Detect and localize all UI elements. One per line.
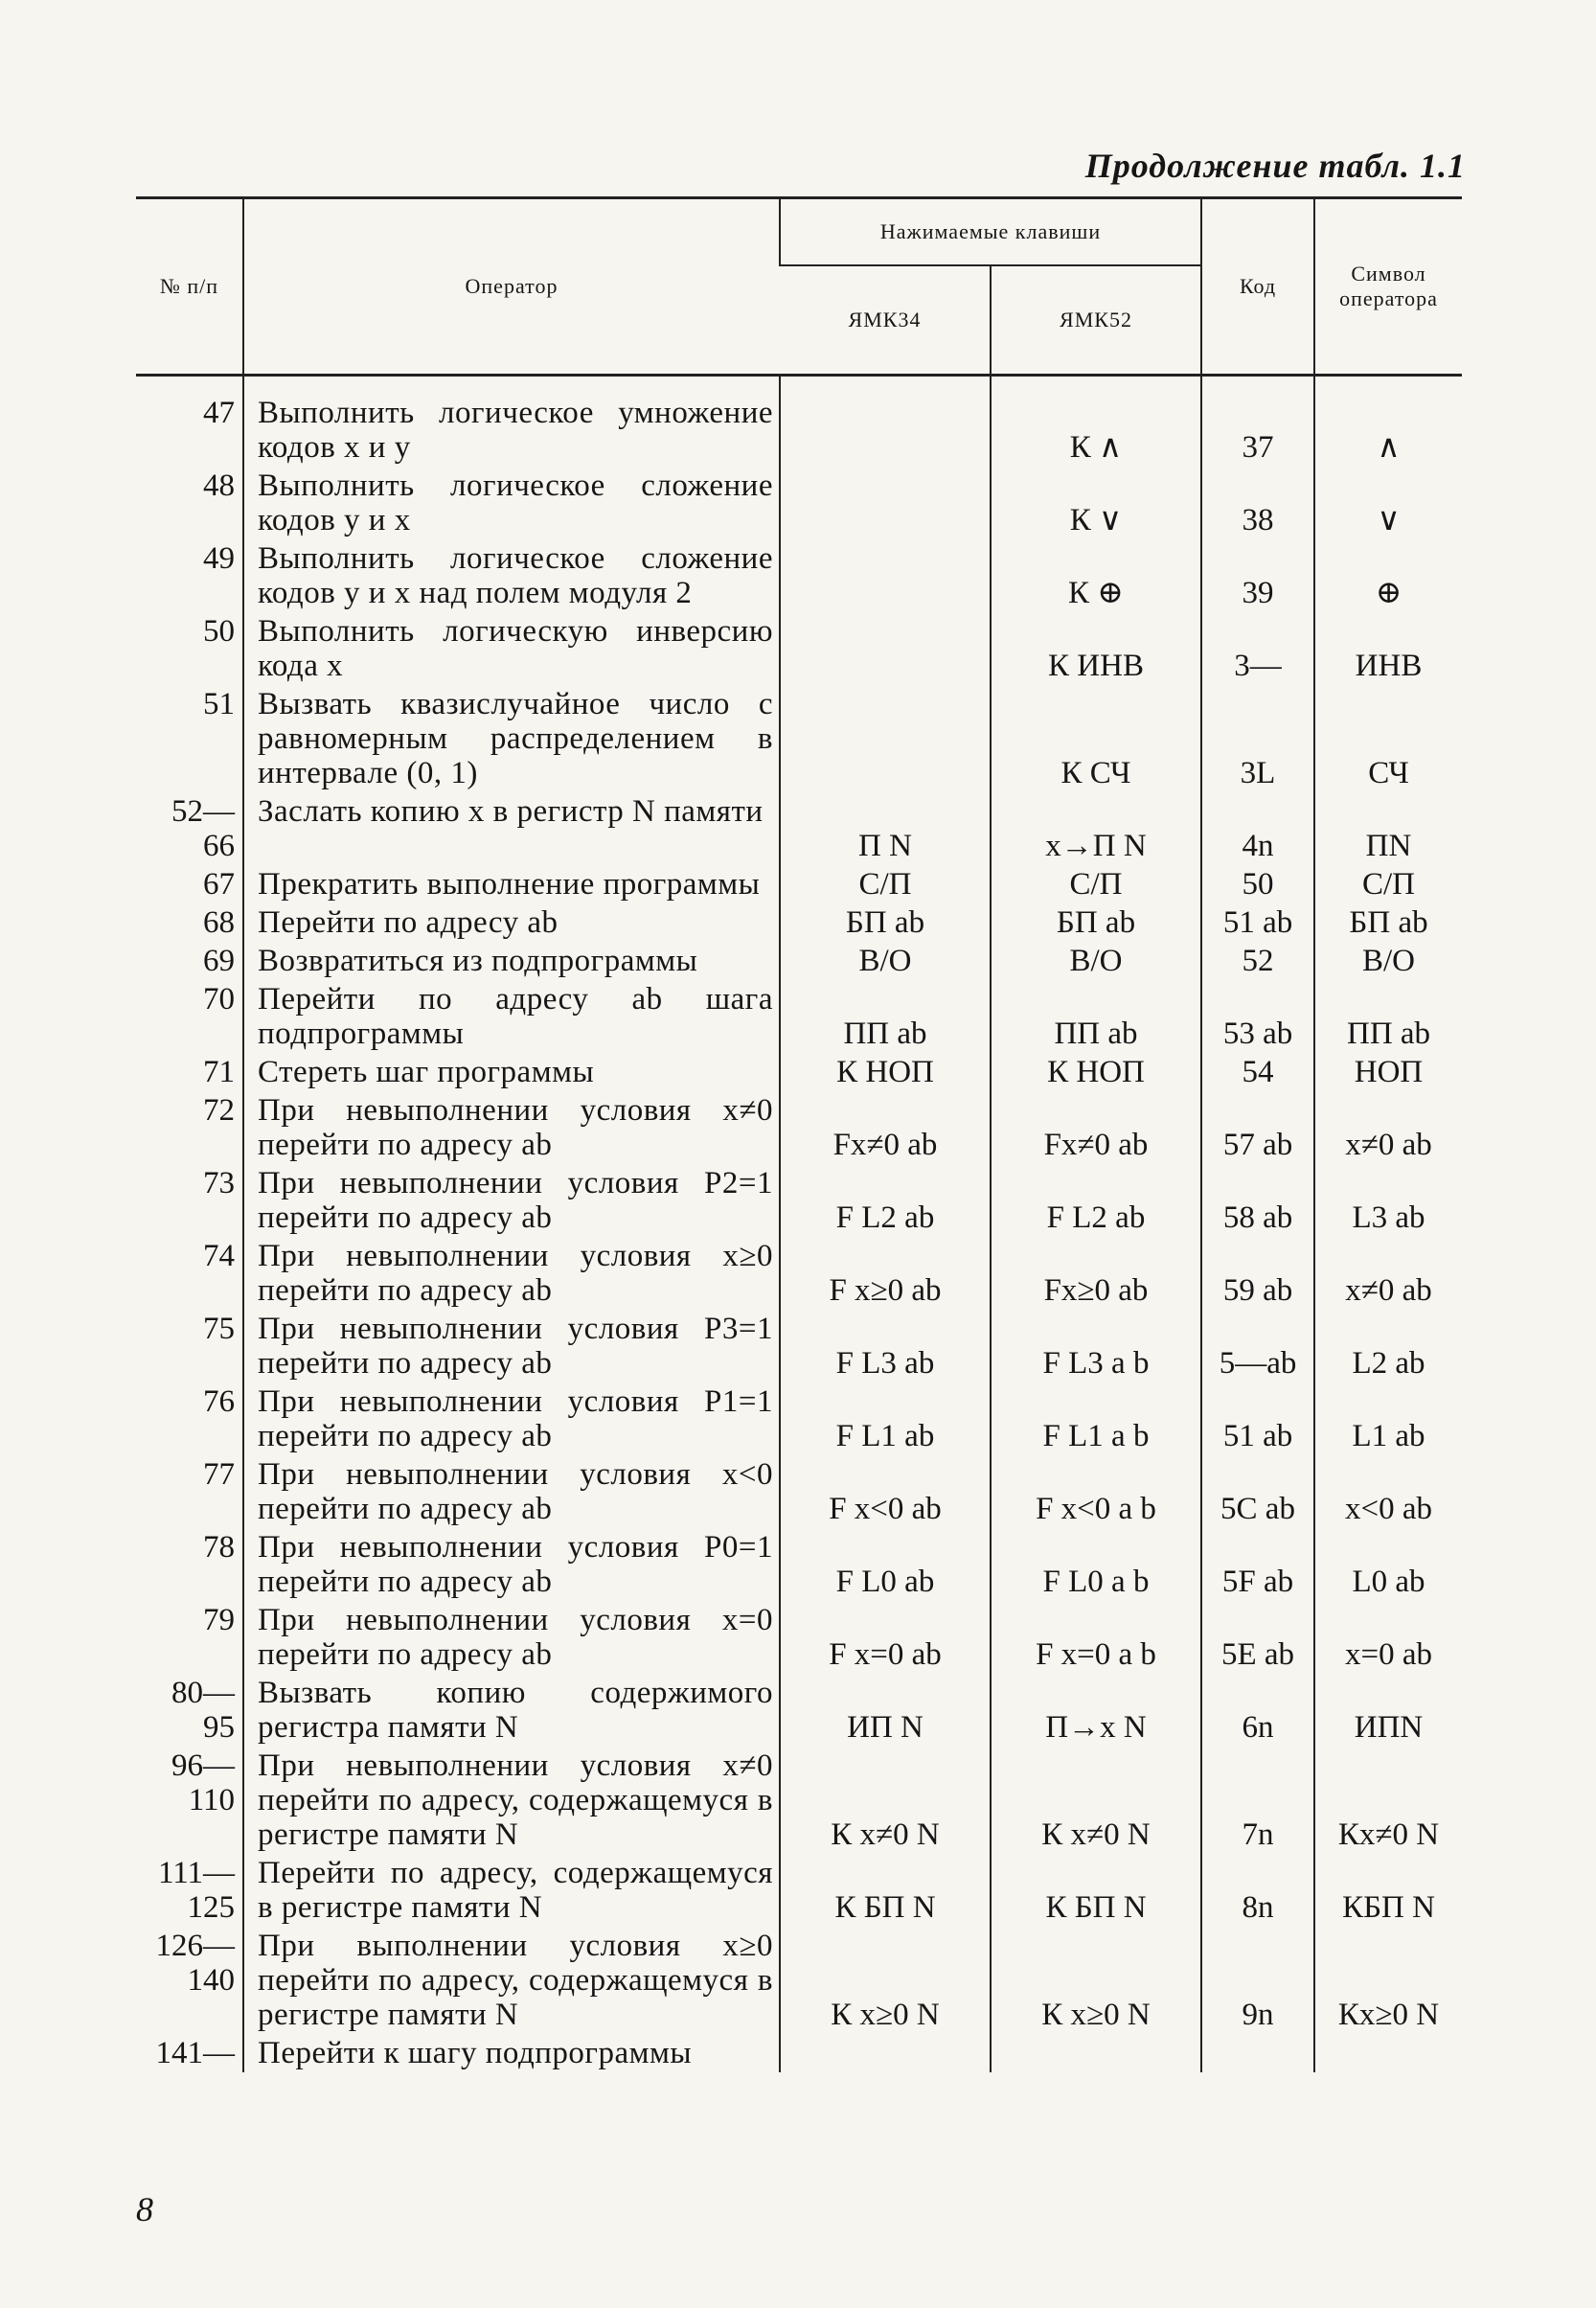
row-num-cell: 75 xyxy=(203,1312,235,1346)
row-keys34-cell: F L1 ab xyxy=(780,1383,991,1455)
row-num-cell: 68 xyxy=(203,905,235,940)
row-keys52-cell: К ИНВ xyxy=(991,612,1201,685)
row-operator-cell: Вызвать квазислучайное число с равномерным распределением в интервале (0, 1) xyxy=(243,685,780,792)
row-keys52-cell: К СЧ xyxy=(991,685,1201,792)
row-code-cell: 53 ab xyxy=(1201,980,1314,1053)
row-num-cell: 111—125 xyxy=(157,1856,235,1925)
row-code-cell: 7n xyxy=(1201,1747,1314,1854)
row-keys34-cell xyxy=(780,467,991,539)
row-symbol-cell xyxy=(1314,2034,1462,2072)
row-keys52-cell: F L3 a b xyxy=(991,1310,1201,1383)
row-keys52-cell: К ⊕ xyxy=(991,539,1201,612)
row-keys52-cell: F L2 ab xyxy=(991,1164,1201,1237)
row-keys34-cell: F L2 ab xyxy=(780,1164,991,1237)
row-keys52-cell: F L1 a b xyxy=(991,1383,1201,1455)
row-num-cell: 73 xyxy=(203,1166,235,1200)
table-row xyxy=(136,1455,1462,1528)
row-operator-cell: Возвратиться из подпрограммы xyxy=(243,942,780,980)
table-row xyxy=(136,865,1462,903)
header-num: № п/п xyxy=(159,274,219,298)
row-num-cell: 49 xyxy=(203,541,235,576)
row-symbol-cell: В/О xyxy=(1314,942,1462,980)
row-keys52-cell: F x<0 a b xyxy=(991,1455,1201,1528)
row-operator-cell: При выполнении условия x≥0 перейти по адресу, содержащемуся в регистре памяти N xyxy=(243,1927,780,2034)
row-operator-cell: Выполнить логическую инверсию кода x xyxy=(243,612,780,685)
row-symbol-cell: НОП xyxy=(1314,1053,1462,1091)
row-symbol-cell: ИНВ xyxy=(1314,612,1462,685)
row-num-cell: 70 xyxy=(203,982,235,1017)
row-code-cell: 8n xyxy=(1201,1854,1314,1927)
row-keys52-cell: F x=0 a b xyxy=(991,1601,1201,1674)
row-num-cell: 126—140 xyxy=(155,1929,235,1998)
row-keys34-cell: F x≥0 ab xyxy=(780,1237,991,1310)
table-row xyxy=(136,1674,1462,1747)
row-symbol-cell: КБП N xyxy=(1314,1854,1462,1927)
row-symbol-cell: СЧ xyxy=(1314,685,1462,792)
row-num-cell: 80—95 xyxy=(171,1676,235,1745)
row-operator-cell: При невыполнении условия x≠0 перейти по адресу ab xyxy=(243,1091,780,1164)
row-num-cell: 71 xyxy=(203,1055,235,1089)
header-code: Код xyxy=(1201,198,1314,376)
header-operator: Оператор xyxy=(243,198,780,376)
row-symbol-cell: Кx≠0 N xyxy=(1314,1747,1462,1854)
operators-table-container xyxy=(136,196,1462,2072)
row-num-cell: 96—110 xyxy=(171,1748,235,1817)
table-row xyxy=(136,1164,1462,1237)
row-num-cell: 72 xyxy=(203,1093,235,1128)
row-symbol-cell: БП ab xyxy=(1314,903,1462,942)
table-row xyxy=(136,942,1462,980)
row-operator-cell: Прекратить выполнение программы xyxy=(243,865,780,903)
row-operator-cell: Перейти к шагу подпрограммы xyxy=(243,2034,780,2072)
row-operator-cell: Выполнить логическое умножение кодов x и y xyxy=(243,394,780,467)
row-code-cell: 54 xyxy=(1201,1053,1314,1091)
table-row xyxy=(136,1383,1462,1455)
row-num-cell: 69 xyxy=(203,944,235,978)
row-keys34-cell: К x≠0 N xyxy=(780,1747,991,1854)
row-keys34-cell: Fx≠0 ab xyxy=(780,1091,991,1164)
header-symbol: Символ оператора xyxy=(1314,198,1462,376)
row-code-cell: 9n xyxy=(1201,1927,1314,2034)
row-keys34-cell: К БП N xyxy=(780,1854,991,1927)
row-operator-cell: Заслать копию x в регистр N памяти xyxy=(243,792,780,865)
row-keys34-cell: F x<0 ab xyxy=(780,1455,991,1528)
table-row xyxy=(136,1747,1462,1854)
table-row xyxy=(136,1927,1462,2034)
row-num-cell: 67 xyxy=(203,867,235,902)
row-operator-cell: Выполнить логическое сложение кодов y и x над полем модуля 2 xyxy=(243,539,780,612)
row-keys52-cell: К НОП xyxy=(991,1053,1201,1091)
row-operator-cell: При невыполнении условия P3=1 перейти по адресу ab xyxy=(243,1310,780,1383)
row-code-cell: 5F ab xyxy=(1201,1528,1314,1601)
row-code-cell: 51 ab xyxy=(1201,903,1314,942)
row-symbol-cell: L3 ab xyxy=(1314,1164,1462,1237)
row-keys34-cell xyxy=(780,685,991,792)
row-keys52-cell: К БП N xyxy=(991,1854,1201,1927)
table-row xyxy=(136,539,1462,612)
row-symbol-cell: x<0 ab xyxy=(1314,1455,1462,1528)
row-operator-cell: Стереть шаг программы xyxy=(243,1053,780,1091)
row-keys34-cell: ПП ab xyxy=(780,980,991,1053)
row-keys34-cell: БП ab xyxy=(780,903,991,942)
table-row xyxy=(136,903,1462,942)
row-code-cell: 5E ab xyxy=(1201,1601,1314,1674)
row-code-cell: 4n xyxy=(1201,792,1314,865)
row-keys52-cell: В/О xyxy=(991,942,1201,980)
row-symbol-cell: x≠0 ab xyxy=(1314,1091,1462,1164)
row-keys52-cell: С/П xyxy=(991,865,1201,903)
row-code-cell: 5C ab xyxy=(1201,1455,1314,1528)
table-row xyxy=(136,1310,1462,1383)
row-code-cell: 6n xyxy=(1201,1674,1314,1747)
table-row xyxy=(136,394,1462,467)
row-keys52-cell: К ∧ xyxy=(991,394,1201,467)
table-row xyxy=(136,612,1462,685)
row-keys34-cell: К НОП xyxy=(780,1053,991,1091)
row-operator-cell: Вызвать копию содержимого регистра памяти N xyxy=(243,1674,780,1747)
row-code-cell: 50 xyxy=(1201,865,1314,903)
table-row xyxy=(136,685,1462,792)
row-keys52-cell: Fx≥0 ab xyxy=(991,1237,1201,1310)
row-keys34-cell xyxy=(780,394,991,467)
row-keys52-cell: БП ab xyxy=(991,903,1201,942)
row-keys34-cell xyxy=(780,2034,991,2072)
table-row xyxy=(136,1237,1462,1310)
row-num-cell: 141— xyxy=(155,2036,235,2070)
row-keys52-cell: К ∨ xyxy=(991,467,1201,539)
row-symbol-cell: ПN xyxy=(1314,792,1462,865)
header-keys34: ЯМК34 xyxy=(848,308,922,331)
row-keys34-cell xyxy=(780,539,991,612)
row-keys52-cell: x→П N xyxy=(991,792,1201,865)
row-operator-cell: При невыполнении условия P1=1 перейти по адресу ab xyxy=(243,1383,780,1455)
table-row xyxy=(136,1601,1462,1674)
row-symbol-cell: L0 ab xyxy=(1314,1528,1462,1601)
row-operator-cell: При невыполнении условия x≥0 перейти по адресу ab xyxy=(243,1237,780,1310)
row-symbol-cell: ИПN xyxy=(1314,1674,1462,1747)
row-num-cell: 48 xyxy=(203,468,235,503)
row-keys34-cell xyxy=(780,612,991,685)
row-code-cell xyxy=(1201,2034,1314,2072)
row-keys52-cell: К x≠0 N xyxy=(991,1747,1201,1854)
table-row xyxy=(136,1528,1462,1601)
row-symbol-cell: x≠0 ab xyxy=(1314,1237,1462,1310)
row-operator-cell: При невыполнении условия P2=1 перейти по адресу ab xyxy=(243,1164,780,1237)
row-code-cell: 3— xyxy=(1201,612,1314,685)
row-symbol-cell: ∧ xyxy=(1314,394,1462,467)
row-keys52-cell: ПП ab xyxy=(991,980,1201,1053)
row-num-cell: 74 xyxy=(203,1239,235,1273)
row-num-cell: 77 xyxy=(203,1457,235,1492)
row-code-cell: 58 ab xyxy=(1201,1164,1314,1237)
row-num-cell: 50 xyxy=(203,614,235,649)
table-body xyxy=(136,376,1462,2073)
row-symbol-cell: ⊕ xyxy=(1314,539,1462,612)
table-row xyxy=(136,1091,1462,1164)
row-keys34-cell: С/П xyxy=(780,865,991,903)
row-symbol-cell: С/П xyxy=(1314,865,1462,903)
operators-table xyxy=(136,196,1462,2072)
row-operator-cell: Перейти по адресу ab шага подпрограммы xyxy=(243,980,780,1053)
table-row xyxy=(136,1053,1462,1091)
row-keys34-cell: П N xyxy=(780,792,991,865)
table-row xyxy=(136,980,1462,1053)
table-header xyxy=(136,198,1462,376)
row-keys34-cell: К x≥0 N xyxy=(780,1927,991,2034)
row-symbol-cell: Кx≥0 N xyxy=(1314,1927,1462,2034)
row-keys34-cell: ИП N xyxy=(780,1674,991,1747)
row-code-cell: 38 xyxy=(1201,467,1314,539)
row-num-cell: 51 xyxy=(203,687,235,721)
row-keys52-cell: К x≥0 N xyxy=(991,1927,1201,2034)
row-symbol-cell: ∨ xyxy=(1314,467,1462,539)
page-number: 8 xyxy=(136,2190,153,2228)
row-symbol-cell: L2 ab xyxy=(1314,1310,1462,1383)
row-code-cell: 52 xyxy=(1201,942,1314,980)
row-code-cell: 59 ab xyxy=(1201,1237,1314,1310)
row-code-cell: 3L xyxy=(1201,685,1314,792)
row-code-cell: 51 ab xyxy=(1201,1383,1314,1455)
row-code-cell: 57 ab xyxy=(1201,1091,1314,1164)
row-code-cell: 39 xyxy=(1201,539,1314,612)
row-num-cell: 47 xyxy=(203,396,235,430)
row-symbol-cell: ПП ab xyxy=(1314,980,1462,1053)
row-code-cell: 5—ab xyxy=(1201,1310,1314,1383)
row-keys34-cell: F L3 ab xyxy=(780,1310,991,1383)
header-keys52: ЯМК52 xyxy=(991,265,1201,376)
row-keys34-cell: F x=0 ab xyxy=(780,1601,991,1674)
row-operator-cell: При невыполнении условия P0=1 перейти по адресу ab xyxy=(243,1528,780,1601)
table-row xyxy=(136,467,1462,539)
header-keys-group: Нажимаемые клавиши xyxy=(780,198,1201,266)
row-num-cell: 52—66 xyxy=(171,794,235,863)
table-row xyxy=(136,1854,1462,1927)
table-row xyxy=(136,2034,1462,2072)
row-keys52-cell: П→x N xyxy=(991,1674,1201,1747)
row-operator-cell: Перейти по адресу ab xyxy=(243,903,780,942)
row-num-cell: 79 xyxy=(203,1603,235,1637)
row-code-cell: 37 xyxy=(1201,394,1314,467)
row-operator-cell: При невыполнении условия x=0 перейти по адресу ab xyxy=(243,1601,780,1674)
table-row xyxy=(136,792,1462,865)
row-operator-cell: При невыполнении условия x<0 перейти по адресу ab xyxy=(243,1455,780,1528)
row-keys52-cell xyxy=(991,2034,1201,2072)
row-operator-cell: При невыполнении условия x≠0 перейти по адресу, содержащемуся в регистре памяти N xyxy=(243,1747,780,1854)
row-num-cell: 76 xyxy=(203,1384,235,1419)
row-num-cell: 78 xyxy=(203,1530,235,1565)
row-keys52-cell: F L0 a b xyxy=(991,1528,1201,1601)
row-keys34-cell: F L0 ab xyxy=(780,1528,991,1601)
row-keys52-cell: Fx≠0 ab xyxy=(991,1091,1201,1164)
table-spacer-row xyxy=(136,376,1462,395)
row-keys34-cell: В/О xyxy=(780,942,991,980)
row-operator-cell: Выполнить логическое сложение кодов y и x xyxy=(243,467,780,539)
row-symbol-cell: L1 ab xyxy=(1314,1383,1462,1455)
row-symbol-cell: x=0 ab xyxy=(1314,1601,1462,1674)
row-operator-cell: Перейти по адресу, содержащемуся в регистре памяти N xyxy=(243,1854,780,1927)
table-continuation-caption: Продолжение табл. 1.1 xyxy=(1084,147,1466,185)
